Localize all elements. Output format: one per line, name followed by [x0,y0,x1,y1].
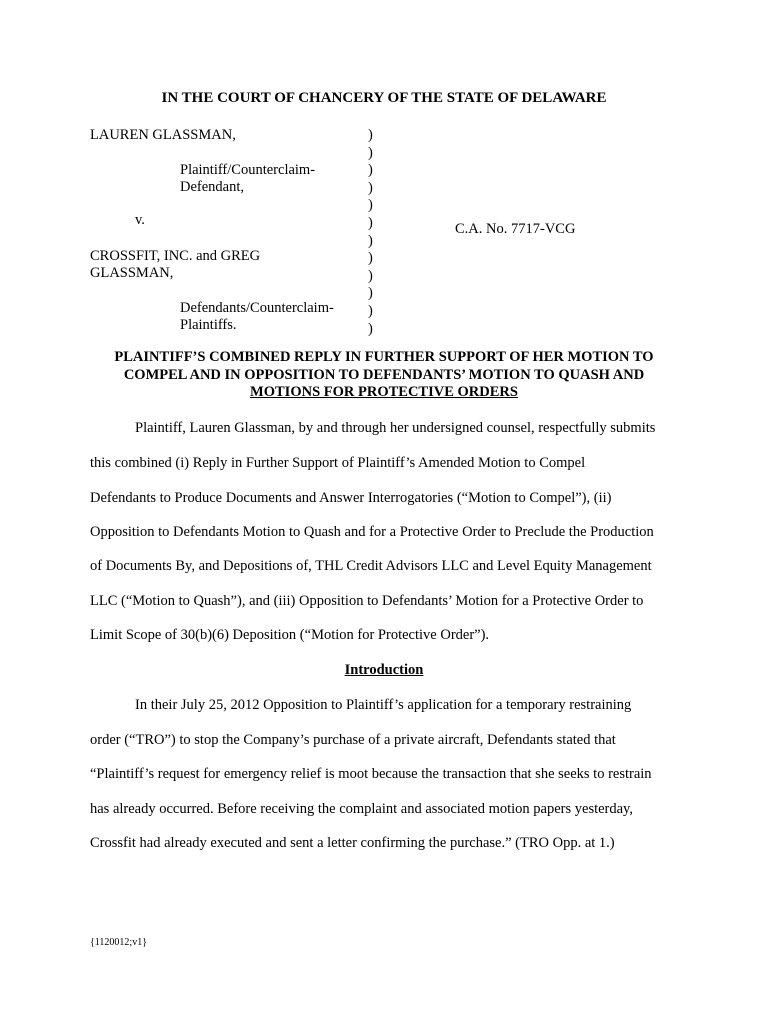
caption-paren: ) [368,250,373,267]
paragraph1-line: Opposition to Defendants Motion to Quash and for a Protective Order to Preclude the Production [90,524,654,540]
paragraph1-line: LLC (“Motion to Quash”), and (iii) Opposition to Defendants’ Motion for a Protective Order to [90,593,644,609]
paragraph1-line: Defendants to Produce Documents and Answer Interrogatories (“Motion to Compel”), (ii) [90,490,612,506]
defendant-name-line1: CROSSFIT, INC. and GREG [90,248,261,264]
versus-label: v. [135,212,145,228]
paragraph1-line: this combined (i) Reply in Further Support of Plaintiff’s Amended Motion to Compel [90,455,586,471]
caption-paren: ) [368,285,373,302]
caption-paren-column [368,127,380,338]
plaintiff-role-line2: Defendant, [180,179,245,195]
caption-paren: ) [368,320,373,337]
paragraph2-line: has already occurred. Before receiving the complaint and associated motion papers yesterday, [90,801,633,817]
defendant-role-line2: Plaintiffs. [180,317,237,333]
caption-paren: ) [368,162,373,179]
paragraph2-line: order (“TRO”) to stop the Company’s purchase of a private aircraft, Defendants stated that [90,732,616,748]
case-number: C.A. No. 7717-VCG [455,221,576,237]
document-id-footer: {1120012;v1} [90,937,148,948]
paragraph2-line: In their July 25, 2012 Opposition to Plaintiff’s application for a temporary restraining [135,697,632,713]
defendant-name-line2: GLASSMAN, [90,265,174,281]
caption-paren: ) [368,267,373,284]
court-title: IN THE COURT OF CHANCERY OF THE STATE OF DELAWARE [161,90,607,106]
paragraph1-line: Plaintiff, Lauren Glassman, by and through her undersigned counsel, respectfully submits [135,420,656,436]
caption-paren: ) [368,214,373,231]
paragraph2-line: Crossfit had already executed and sent a letter confirming the purchase.” (TRO Opp. at 1.) [90,835,615,851]
defendant-role-line1: Defendants/Counterclaim- [180,300,334,316]
paragraph2-line: “Plaintiff’s request for emergency relief is moot because the transaction that she seeks to restrain [90,766,652,782]
plaintiff-role-line1: Plaintiff/Counterclaim- [180,162,316,178]
caption-paren: ) [368,302,373,319]
caption-paren: ) [368,232,373,249]
caption-paren: ) [368,197,373,214]
plaintiff-name: LAUREN GLASSMAN, [90,127,236,143]
paragraph1-line: Limit Scope of 30(b)(6) Deposition (“Motion for Protective Order”). [90,627,490,643]
caption-paren: ) [368,179,373,196]
caption-paren: ) [368,127,373,143]
section-heading: Introduction [344,662,424,678]
paragraph1-line: of Documents By, and Depositions of, THL Credit Advisors LLC and Level Equity Management [90,558,652,574]
document-title-line1: PLAINTIFF’S COMBINED REPLY IN FURTHER SUPPORT OF HER MOTION TO [114,349,654,365]
document-title-line3: MOTIONS FOR PROTECTIVE ORDERS [250,384,518,400]
document-title-line2: COMPEL AND IN OPPOSITION TO DEFENDANTS’ MOTION TO QUASH AND [123,366,645,383]
caption-paren: ) [368,144,373,161]
document-title [0,349,768,402]
